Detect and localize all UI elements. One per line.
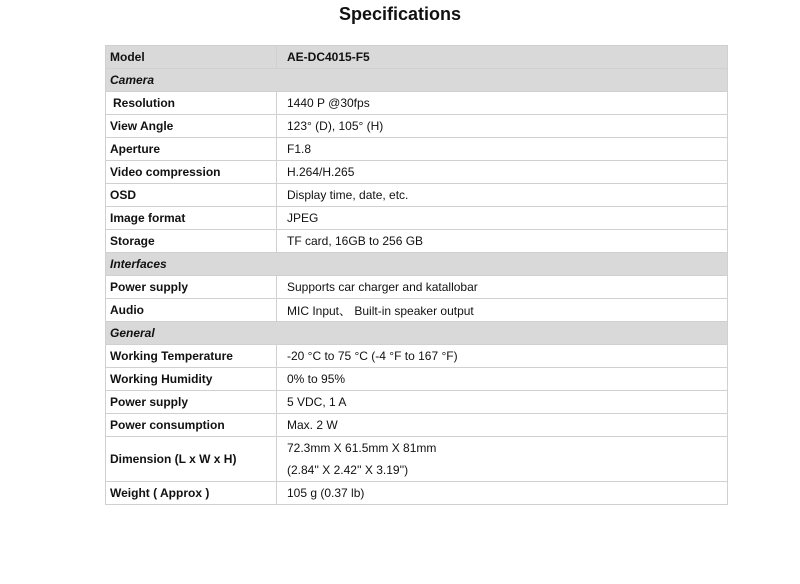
dimension-inches: (2.84'' X 2.42'' X 3.19''): [287, 463, 409, 477]
row-label: Power supply: [106, 391, 277, 414]
table-row: [106, 115, 728, 138]
row-label: Storage: [106, 230, 277, 253]
row-value: TF card, 16GB to 256 GB: [277, 230, 728, 253]
row-value: Display time, date, etc.: [277, 184, 728, 207]
row-value: 105 g (0.37 lb): [277, 482, 728, 505]
table-row: [106, 437, 728, 482]
row-label: OSD: [106, 184, 277, 207]
section-general: [106, 322, 728, 345]
section-interfaces: [106, 253, 728, 276]
row-value: MIC Input、 Built-in speaker output: [277, 299, 728, 322]
row-label: Video compression: [106, 161, 277, 184]
row-value: 123° (D), 105° (H): [277, 115, 728, 138]
row-label: Working Humidity: [106, 368, 277, 391]
row-label: Power supply: [106, 276, 277, 299]
row-value: JPEG: [277, 207, 728, 230]
row-label: View Angle: [106, 115, 277, 138]
row-value: Max. 2 W: [277, 414, 728, 437]
row-value: Supports car charger and katallobar: [277, 276, 728, 299]
header-value: AE-DC4015-F5: [277, 46, 728, 69]
table-row: [106, 161, 728, 184]
section-title: General: [106, 322, 728, 345]
table-header-row: [106, 46, 728, 69]
table-row: [106, 207, 728, 230]
table-row: [106, 368, 728, 391]
row-label: Aperture: [106, 138, 277, 161]
table-row: [106, 414, 728, 437]
table-row: [106, 391, 728, 414]
table-row: [106, 230, 728, 253]
section-camera: [106, 69, 728, 92]
row-value: [277, 437, 728, 482]
row-label: Weight ( Approx ): [106, 482, 277, 505]
row-label: Audio: [106, 299, 277, 322]
dimension-mm: 72.3mm X 61.5mm X 81mm: [287, 441, 437, 455]
row-value: 5 VDC, 1 A: [277, 391, 728, 414]
page-title: Specifications: [338, 4, 462, 24]
row-value: F1.8: [277, 138, 728, 161]
section-title: Camera: [106, 69, 728, 92]
row-label: Image format: [106, 207, 277, 230]
row-label: Dimension (L x W x H): [106, 437, 277, 482]
section-title: Interfaces: [106, 253, 728, 276]
specifications-table: [105, 45, 728, 505]
row-label: Resolution: [106, 92, 277, 115]
row-value: -20 °C to 75 °C (-4 °F to 167 °F): [277, 345, 728, 368]
row-value: 1440 P @30fps: [277, 92, 728, 115]
table-row: [106, 482, 728, 505]
row-value: 0% to 95%: [277, 368, 728, 391]
table-row: [106, 345, 728, 368]
table-row: [106, 184, 728, 207]
table-row: [106, 138, 728, 161]
row-value: H.264/H.265: [277, 161, 728, 184]
header-label: Model: [106, 46, 277, 69]
table-row: [106, 92, 728, 115]
table-row: [106, 276, 728, 299]
row-label: Working Temperature: [106, 345, 277, 368]
row-label: Power consumption: [106, 414, 277, 437]
table-row: [106, 299, 728, 322]
